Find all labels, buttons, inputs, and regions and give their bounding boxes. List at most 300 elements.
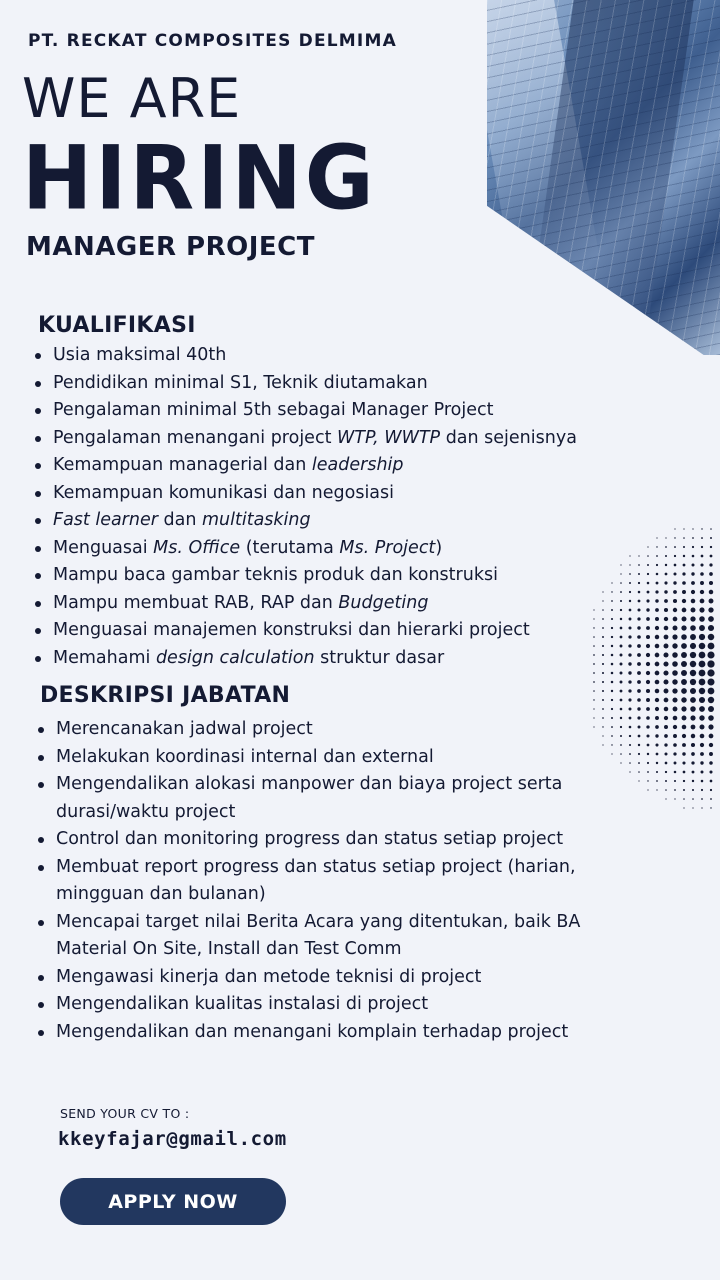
halftone-dot <box>665 564 667 566</box>
halftone-dot <box>646 644 650 648</box>
halftone-dot <box>637 707 640 710</box>
halftone-dot <box>646 698 650 702</box>
halftone-dot <box>602 627 604 629</box>
halftone-dot <box>701 528 702 529</box>
halftone-dot <box>647 780 648 781</box>
halftone-dot <box>602 699 604 701</box>
kualifikasi-item-text: WTP, WWTP <box>337 427 441 448</box>
halftone-dot <box>691 608 696 613</box>
deskripsi-item-text: Membuat report progress dan status setiap project (harian, <box>56 856 576 877</box>
halftone-dot <box>656 771 658 773</box>
deskripsi-item-text: Mengawasi kinerja dan metode teknisi di project <box>56 966 482 987</box>
halftone-dot <box>709 581 713 585</box>
halftone-dot <box>637 626 640 629</box>
halftone-dot <box>629 726 632 729</box>
halftone-dot <box>620 627 623 630</box>
halftone-dot <box>673 572 676 575</box>
kualifikasi-item <box>33 617 577 645</box>
halftone-dot <box>682 761 685 764</box>
halftone-dot <box>665 573 668 576</box>
halftone-dot <box>673 590 677 594</box>
halftone-dot <box>690 715 695 720</box>
halftone-dot <box>673 599 677 603</box>
halftone-dot <box>656 546 657 547</box>
halftone-dot <box>710 555 713 558</box>
halftone-dot <box>629 753 631 755</box>
halftone-dot <box>673 734 677 738</box>
kualifikasi-item-text: Ms. Project <box>339 537 436 558</box>
halftone-dot <box>637 671 641 675</box>
halftone-dot <box>646 599 649 602</box>
kualifikasi-item-text: Ms. Office <box>153 537 241 558</box>
kualifikasi-item-text: leadership <box>311 455 404 475</box>
halftone-dot <box>620 753 622 755</box>
kualifikasi-heading: KUALIFIKASI <box>38 313 196 338</box>
halftone-dot <box>620 618 622 620</box>
halftone-dot <box>655 599 658 602</box>
deskripsi-item <box>36 771 580 826</box>
deskripsi-heading: DESKRIPSI JABATAN <box>40 683 291 708</box>
halftone-dot <box>691 572 694 575</box>
deskripsi-item <box>36 909 580 964</box>
halftone-dot <box>655 671 660 676</box>
halftone-dot <box>620 726 622 728</box>
halftone-dot <box>682 608 687 613</box>
halftone-dot <box>690 643 696 649</box>
halftone-dot <box>709 752 713 756</box>
halftone-dot <box>647 789 648 790</box>
halftone-dot <box>620 717 622 719</box>
halftone-dot <box>629 573 631 575</box>
halftone-dot <box>690 652 696 658</box>
deskripsi-item-text: Mengendalikan dan menangani komplain terhadap project <box>56 1021 569 1042</box>
kualifikasi-list <box>33 342 577 672</box>
halftone-dot <box>620 654 623 657</box>
deskripsi-item-text: Mencapai target nilai Berita Acara yang ditentukan, baik BA <box>56 911 581 932</box>
halftone-dot <box>665 789 667 791</box>
halftone-dot <box>655 608 659 612</box>
halftone-dot <box>637 608 640 611</box>
halftone-dot <box>709 761 713 765</box>
halftone-dot <box>708 715 714 721</box>
halftone-dot <box>672 643 677 648</box>
halftone-dot <box>637 680 641 684</box>
kualifikasi-item-text: design calculation <box>155 647 315 668</box>
halftone-dot <box>664 743 667 746</box>
halftone-dot <box>692 789 694 791</box>
halftone-dot <box>690 670 696 676</box>
halftone-dot <box>620 600 622 602</box>
halftone-dot <box>682 599 686 603</box>
deskripsi-item-text: durasi/waktu project <box>56 801 236 822</box>
kualifikasi-item <box>33 507 577 535</box>
halftone-dot <box>673 707 678 712</box>
halftone-dot <box>611 708 613 710</box>
halftone-dot <box>620 582 622 584</box>
halftone-dot <box>701 798 703 800</box>
halftone-dot <box>655 644 660 649</box>
halftone-dot <box>699 670 706 677</box>
halftone-dot <box>674 789 676 791</box>
halftone-dot <box>708 706 714 712</box>
halftone-dot <box>691 743 695 747</box>
halftone-dot <box>663 670 668 675</box>
halftone-dot <box>664 752 667 755</box>
halftone-dot <box>692 546 694 548</box>
halftone-dot <box>611 609 613 611</box>
halftone-dot <box>647 555 649 557</box>
halftone-dot <box>672 679 677 684</box>
halftone-dot <box>638 564 640 566</box>
halftone-dot <box>710 789 712 791</box>
halftone-dot <box>620 690 623 693</box>
deskripsi-item-text: mingguan dan bulanan) <box>56 884 266 904</box>
halftone-dot <box>700 590 704 594</box>
halftone-dot <box>691 725 696 730</box>
halftone-dot <box>593 645 595 647</box>
halftone-dot <box>637 617 640 620</box>
halftone-dot <box>647 753 649 755</box>
halftone-dot <box>637 689 641 693</box>
halftone-dot <box>672 661 678 667</box>
headline-hiring: HIRING <box>22 126 377 230</box>
halftone-dot <box>699 625 705 631</box>
halftone-dot <box>692 555 695 558</box>
halftone-dot <box>663 679 668 684</box>
company-name: PT. RECKAT COMPOSITES DELMIMA <box>28 31 397 51</box>
halftone-dot <box>673 725 677 729</box>
halftone-dot <box>593 663 595 665</box>
halftone-dot <box>690 616 695 621</box>
halftone-dot <box>620 762 621 763</box>
halftone-dot <box>656 564 658 566</box>
deskripsi-item-text: Control dan monitoring progress dan status setiap project <box>56 829 564 849</box>
halftone-dot <box>673 626 678 631</box>
deskripsi-item <box>36 854 580 909</box>
halftone-dot <box>629 762 631 764</box>
halftone-dot <box>672 652 678 658</box>
halftone-dot <box>620 663 623 666</box>
halftone-dot <box>700 743 704 747</box>
halftone-dot <box>638 591 641 594</box>
halftone-dot <box>646 716 650 720</box>
kualifikasi-item-text: Menguasai <box>53 537 154 558</box>
halftone-dot <box>701 537 703 539</box>
halftone-dot <box>611 753 612 754</box>
halftone-dot <box>593 636 595 638</box>
halftone-dot <box>646 626 650 630</box>
halftone-dot <box>701 771 704 774</box>
halftone-dot <box>602 618 604 620</box>
halftone-dot <box>710 780 713 783</box>
halftone-dot <box>646 608 649 611</box>
kualifikasi-item <box>33 452 577 480</box>
halftone-dot <box>664 725 668 729</box>
halftone-dot <box>683 546 685 548</box>
halftone-dot <box>593 654 595 656</box>
halftone-dot <box>629 591 631 593</box>
kualifikasi-item <box>33 645 577 673</box>
halftone-dot <box>646 635 650 639</box>
halftone-dot <box>682 617 687 622</box>
halftone-dot <box>699 616 705 622</box>
halftone-dot <box>664 734 668 738</box>
halftone-dot <box>656 753 659 756</box>
halftone-dot <box>681 661 687 667</box>
halftone-dot <box>674 528 675 529</box>
halftone-dot <box>620 735 622 737</box>
halftone-dot <box>602 600 603 601</box>
halftone-dot <box>690 634 696 640</box>
halftone-dot <box>681 706 686 711</box>
building-window-grid <box>487 0 720 355</box>
halftone-dot <box>629 582 631 584</box>
halftone-dot <box>699 697 705 703</box>
kualifikasi-item-text: Budgeting <box>338 592 429 613</box>
deskripsi-item <box>36 991 580 1019</box>
halftone-dot <box>673 716 678 721</box>
halftone-dot <box>637 644 641 648</box>
halftone-dot <box>691 761 694 764</box>
kualifikasi-item-text: Menguasai manajemen konstruksi dan hierarki project <box>53 620 530 640</box>
halftone-dot <box>629 735 631 737</box>
halftone-dot <box>674 771 677 774</box>
deskripsi-item <box>36 1019 580 1047</box>
halftone-dot <box>611 645 613 647</box>
halftone-dot <box>611 582 612 583</box>
halftone-dot <box>647 582 650 585</box>
halftone-dot <box>664 626 669 631</box>
halftone-dot <box>646 680 650 684</box>
halftone-dot <box>682 734 686 738</box>
halftone-dot <box>593 690 595 692</box>
halftone-dot <box>708 724 713 729</box>
halftone-dot <box>683 807 684 808</box>
deskripsi-item-text: Material On Site, Install dan Test Comm <box>56 939 402 959</box>
halftone-dot <box>683 798 685 800</box>
halftone-dot <box>647 564 649 566</box>
halftone-dot <box>673 752 676 755</box>
halftone-dot <box>638 780 639 781</box>
halftone-dot <box>700 581 704 585</box>
halftone-dot <box>647 762 649 764</box>
halftone-dot <box>611 636 613 638</box>
halftone-dot <box>655 653 660 658</box>
halftone-dot <box>655 662 660 667</box>
halftone-dot <box>672 697 677 702</box>
halftone-dot <box>611 690 613 692</box>
kualifikasi-item-text: ) <box>435 537 443 558</box>
halftone-dot <box>663 661 668 666</box>
halftone-dot <box>674 762 677 765</box>
halftone-dot <box>664 599 668 603</box>
kualifikasi-item-text: Pendidikan minimal S1, Teknik diutamakan <box>53 372 428 393</box>
halftone-dot <box>665 537 666 538</box>
halftone-dot <box>655 680 660 685</box>
halftone-dot <box>620 609 622 611</box>
halftone-dot <box>656 573 659 576</box>
halftone-dot <box>708 634 715 641</box>
kualifikasi-item-text: Pengalaman minimal 5th sebagai Manager Project <box>53 400 494 420</box>
halftone-dot <box>637 662 641 666</box>
halftone-dot <box>674 546 676 548</box>
position-title: MANAGER PROJECT <box>26 232 315 262</box>
kualifikasi-item <box>33 535 577 563</box>
halftone-dot <box>710 807 711 808</box>
halftone-dot <box>611 717 613 719</box>
halftone-dots-decoration <box>590 525 720 810</box>
halftone-dot <box>646 734 649 737</box>
halftone-dot <box>611 681 614 684</box>
kualifikasi-item <box>33 425 577 453</box>
halftone-dot <box>674 798 675 799</box>
halftone-dot <box>628 671 631 674</box>
halftone-dot <box>602 591 603 592</box>
halftone-dot <box>701 555 704 558</box>
kualifikasi-item-text: multitasking <box>202 510 311 530</box>
halftone-dot <box>611 654 614 657</box>
kualifikasi-item <box>33 370 577 398</box>
halftone-dot <box>656 789 657 790</box>
halftone-dot <box>611 735 613 737</box>
halftone-dot <box>593 708 594 709</box>
halftone-dot <box>629 564 630 565</box>
halftone-dot <box>699 715 704 720</box>
halftone-dot <box>655 617 659 621</box>
halftone-dot <box>674 564 677 567</box>
halftone-dot <box>707 678 714 685</box>
halftone-dot <box>620 708 623 711</box>
halftone-dot <box>683 780 685 782</box>
halftone-dot <box>628 626 631 629</box>
halftone-dot <box>664 635 669 640</box>
halftone-dot <box>611 672 614 675</box>
deskripsi-item-text: Mengendalikan kualitas instalasi di project <box>56 994 429 1014</box>
halftone-dot <box>700 734 705 739</box>
halftone-dot <box>683 537 685 539</box>
halftone-dot <box>620 744 622 746</box>
halftone-dot <box>708 643 715 650</box>
halftone-dot <box>638 582 640 584</box>
halftone-dot <box>638 762 640 764</box>
halftone-dot <box>602 672 604 674</box>
halftone-dot <box>629 708 632 711</box>
halftone-dot <box>692 798 694 800</box>
halftone-dot <box>611 663 614 666</box>
halftone-dot <box>701 780 704 783</box>
apply-now-button[interactable]: APPLY NOW <box>60 1178 286 1225</box>
halftone-dot <box>593 609 594 610</box>
halftone-dot <box>710 537 712 539</box>
halftone-dot <box>692 528 693 529</box>
halftone-dot <box>699 724 704 729</box>
halftone-dot <box>646 671 650 675</box>
halftone-dot <box>655 689 660 694</box>
halftone-dot <box>629 618 632 621</box>
halftone-dot <box>664 590 667 593</box>
halftone-dot <box>602 681 604 683</box>
halftone-dot <box>681 688 687 694</box>
halftone-dot <box>699 652 706 659</box>
halftone-dot <box>593 699 594 700</box>
halftone-dot <box>647 591 650 594</box>
halftone-dot <box>699 643 706 650</box>
contact-email[interactable]: kkeyfajar@gmail.com <box>58 1128 287 1150</box>
halftone-dot <box>628 662 631 665</box>
halftone-dot <box>681 670 687 676</box>
halftone-dot <box>691 752 695 756</box>
halftone-dot <box>620 645 623 648</box>
halftone-dot <box>683 771 686 774</box>
halftone-dot <box>710 546 712 548</box>
halftone-dot <box>673 581 676 584</box>
halftone-dot <box>638 555 639 556</box>
halftone-dot <box>701 807 702 808</box>
deskripsi-item <box>36 826 580 854</box>
halftone-dot <box>656 555 658 557</box>
halftone-dot <box>709 770 712 773</box>
halftone-dot <box>602 744 603 745</box>
halftone-dot <box>602 654 604 656</box>
halftone-dot <box>682 590 686 594</box>
halftone-dot <box>611 699 613 701</box>
kualifikasi-item-text: Mampu baca gambar teknis produk dan konstruksi <box>53 565 498 585</box>
halftone-dot <box>664 644 669 649</box>
halftone-dot <box>709 743 713 747</box>
halftone-dot <box>664 698 669 703</box>
halftone-dot <box>681 697 686 702</box>
halftone-dot <box>629 717 632 720</box>
halftone-dot <box>602 708 604 710</box>
kualifikasi-item <box>33 562 577 590</box>
halftone-dot <box>683 564 686 567</box>
halftone-dot <box>638 744 640 746</box>
halftone-dot <box>691 734 695 738</box>
halftone-dot <box>664 617 668 621</box>
halftone-dot <box>655 725 659 729</box>
halftone-dot <box>655 743 658 746</box>
halftone-dot <box>602 663 604 665</box>
halftone-dot <box>646 707 650 711</box>
halftone-dot <box>620 699 623 702</box>
halftone-dot <box>637 653 641 657</box>
halftone-dot <box>602 690 604 692</box>
halftone-dot <box>647 771 649 773</box>
kualifikasi-item <box>33 480 577 508</box>
halftone-dot <box>674 780 676 782</box>
halftone-dot <box>655 716 659 720</box>
kualifikasi-item-text: Mampu membuat RAB, RAP dan <box>53 592 339 613</box>
halftone-dot <box>629 600 631 602</box>
halftone-dot <box>602 609 604 611</box>
halftone-dot <box>682 743 686 747</box>
halftone-dot <box>701 789 703 791</box>
halftone-dot <box>682 581 686 585</box>
halftone-dot <box>709 734 714 739</box>
halftone-dot <box>692 780 694 782</box>
halftone-dot <box>709 590 713 594</box>
deskripsi-item-text: Melakukan koordinasi internal dan external <box>56 746 434 767</box>
kualifikasi-item-text: Usia maksimal 40th <box>53 345 227 365</box>
halftone-dot <box>707 660 714 667</box>
halftone-dot <box>620 681 623 684</box>
halftone-dot <box>629 744 631 746</box>
halftone-dot <box>709 572 713 576</box>
halftone-dot <box>690 625 696 631</box>
halftone-dot <box>646 617 650 621</box>
halftone-dot <box>629 609 632 612</box>
halftone-dot <box>681 643 687 649</box>
